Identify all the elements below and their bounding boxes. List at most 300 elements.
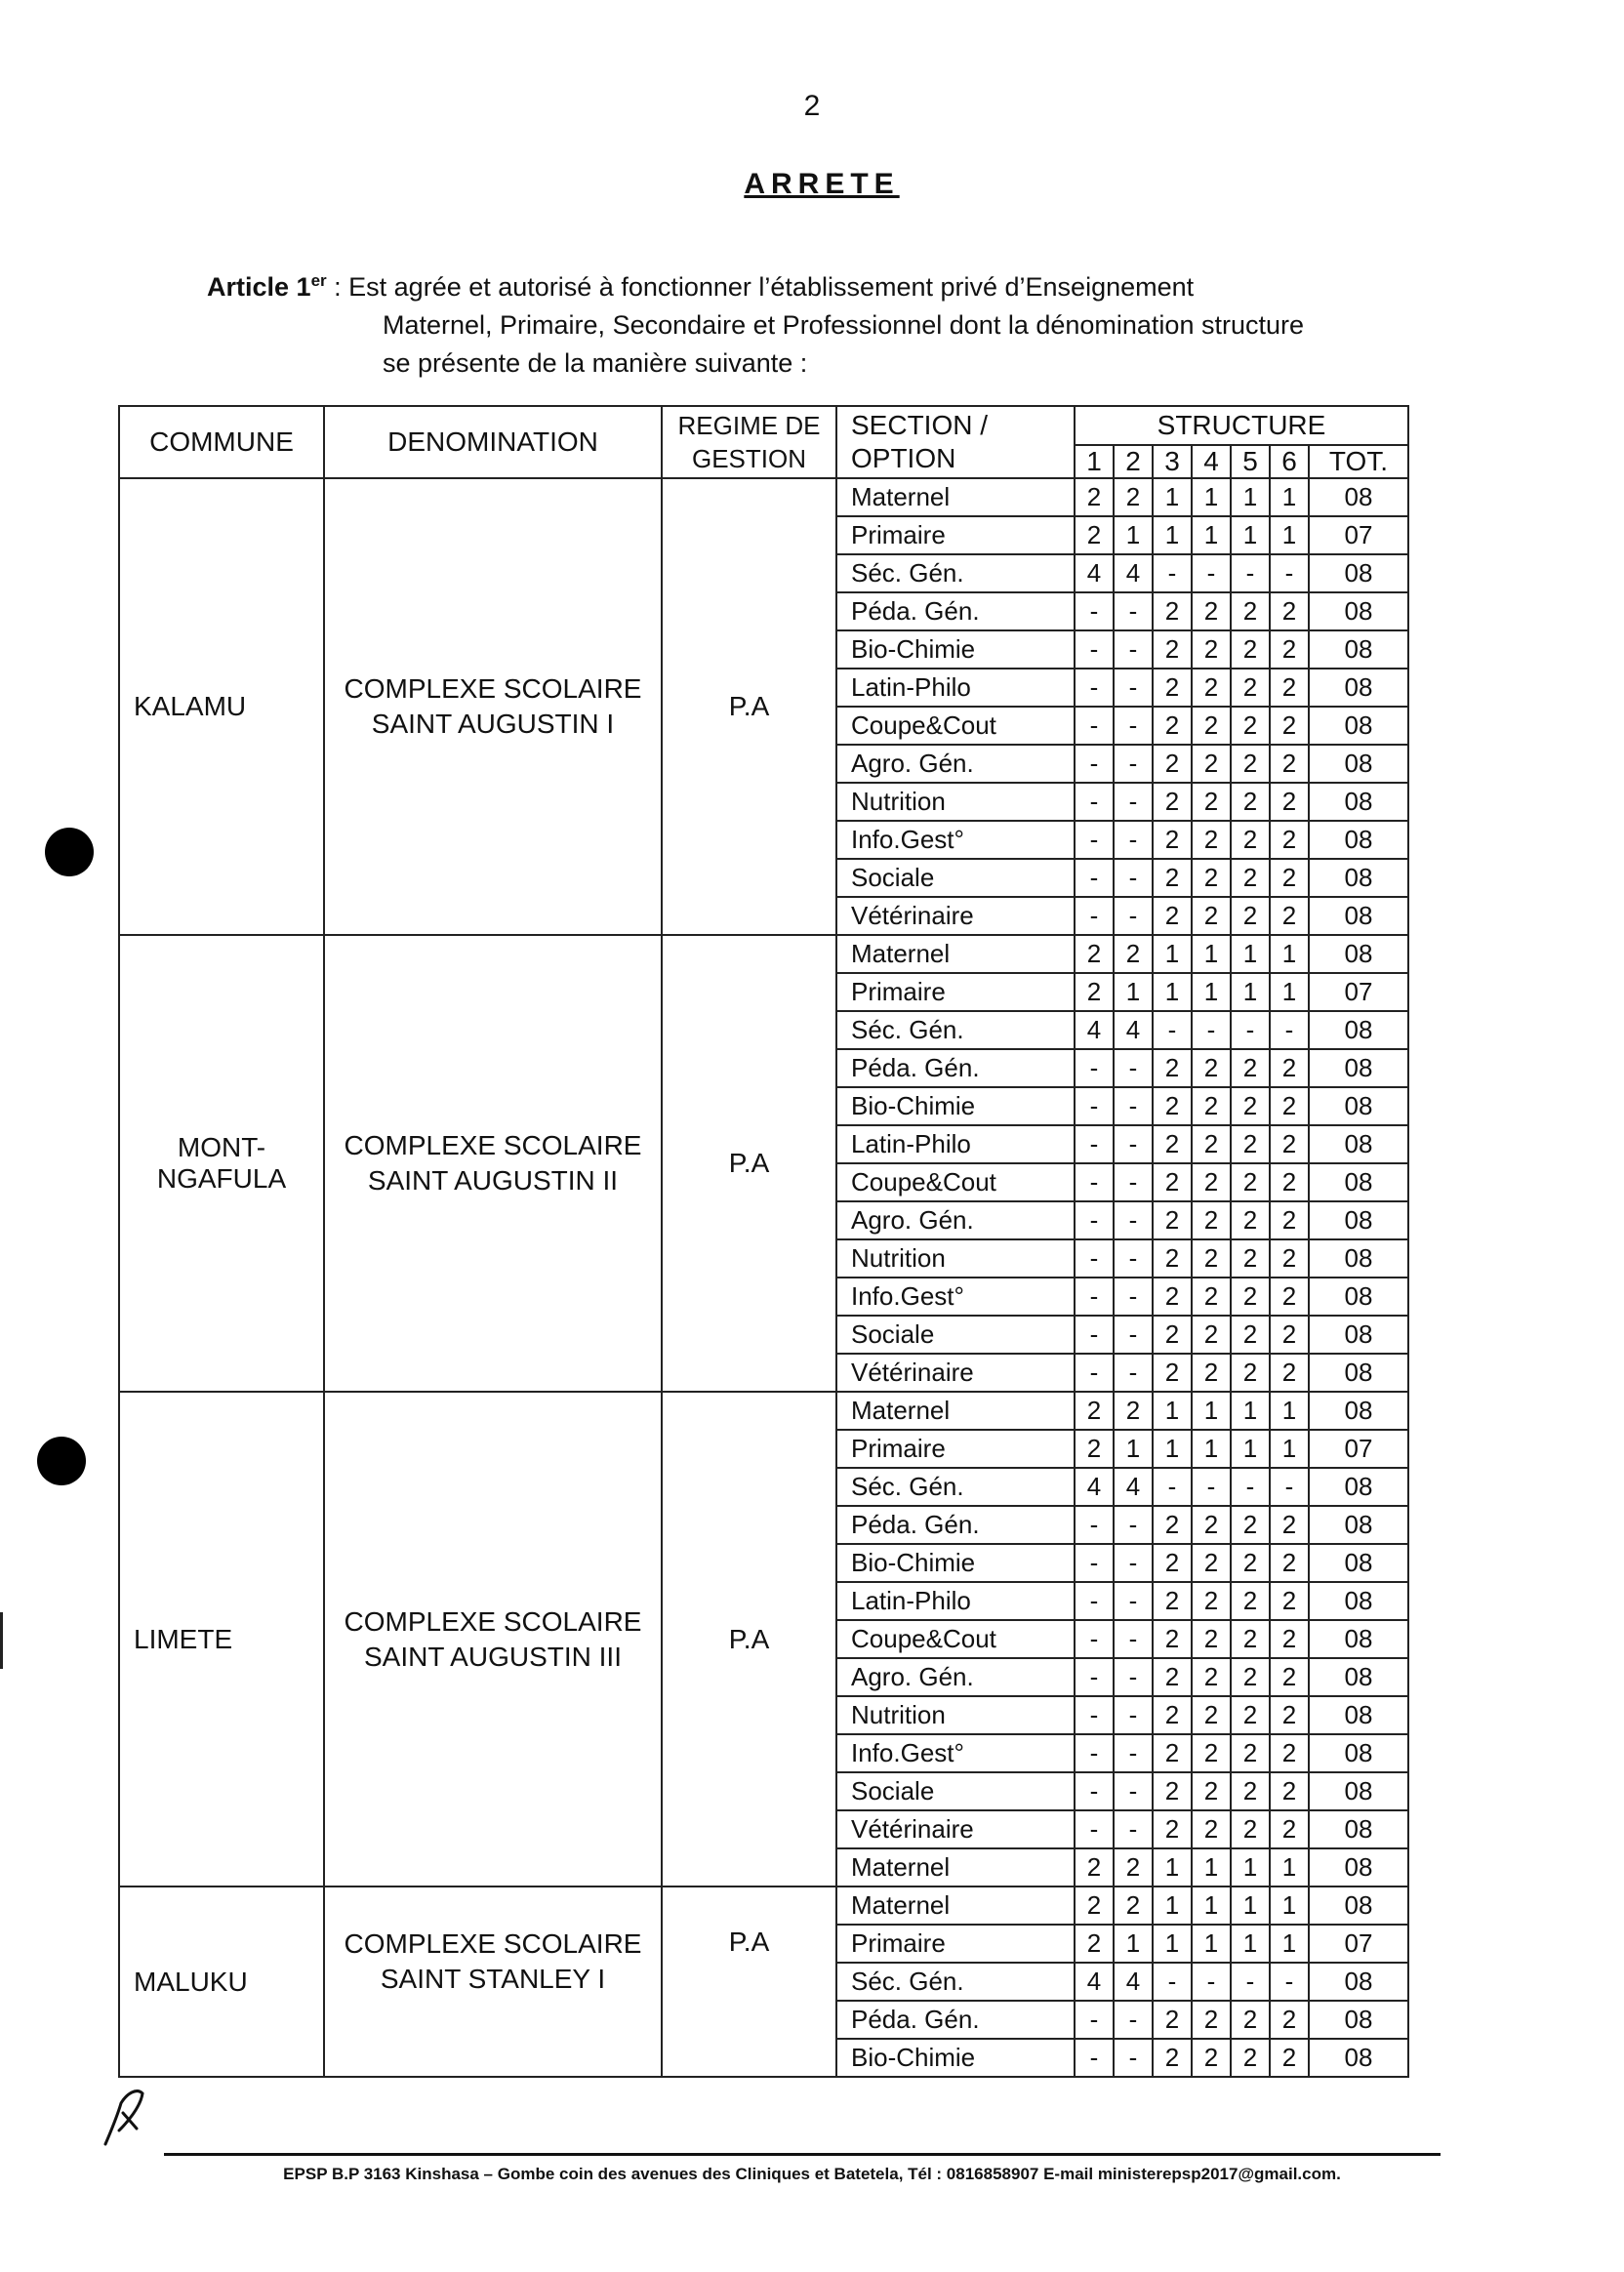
structure-value-cell: 1 — [1192, 478, 1231, 516]
structure-value-cell: 1 — [1231, 1925, 1270, 1963]
structure-value-cell: 1 — [1231, 1392, 1270, 1430]
option-cell: Latin-Philo — [836, 1582, 1075, 1620]
structure-value-cell: 2 — [1153, 1772, 1192, 1810]
structure-value-cell: 2 — [1192, 783, 1231, 821]
structure-value-cell: - — [1231, 554, 1270, 592]
structure-value-cell: - — [1075, 783, 1114, 821]
structure-value-cell: 2 — [1231, 669, 1270, 707]
option-cell: Primaire — [836, 1430, 1075, 1468]
structure-value-cell: 2 — [1270, 1620, 1309, 1658]
structure-value-cell: - — [1075, 1163, 1114, 1201]
total-cell: 08 — [1309, 1316, 1408, 1354]
structure-value-cell: 2 — [1114, 1848, 1153, 1887]
structure-value-cell: 2 — [1192, 1316, 1231, 1354]
option-cell: Info.Gest° — [836, 1278, 1075, 1316]
structure-value-cell: 2 — [1153, 745, 1192, 783]
structure-value-cell: - — [1192, 1963, 1231, 2001]
total-cell: 08 — [1309, 1011, 1408, 1049]
total-cell: 08 — [1309, 1087, 1408, 1125]
structure-value-cell: - — [1075, 1696, 1114, 1734]
structure-value-cell: 2 — [1231, 1278, 1270, 1316]
signature-mark — [98, 2074, 166, 2152]
option-cell: Coupe&Cout — [836, 707, 1075, 745]
structure-value-cell: 2 — [1192, 630, 1231, 669]
total-cell: 08 — [1309, 859, 1408, 897]
structure-value-cell: - — [1075, 630, 1114, 669]
structure-value-cell: 2 — [1231, 1087, 1270, 1125]
structure-value-cell: 2 — [1153, 1316, 1192, 1354]
total-cell: 08 — [1309, 783, 1408, 821]
structure-value-cell: 4 — [1114, 1468, 1153, 1506]
structure-value-cell: - — [1231, 1963, 1270, 2001]
structure-value-cell: 2 — [1270, 1658, 1309, 1696]
structure-value-cell: 2 — [1270, 1582, 1309, 1620]
structure-value-cell: 2 — [1153, 669, 1192, 707]
structure-value-cell: 2 — [1114, 935, 1153, 973]
structure-value-cell: - — [1114, 821, 1153, 859]
structure-value-cell: 2 — [1192, 1658, 1231, 1696]
structure-value-cell: - — [1075, 821, 1114, 859]
total-cell: 08 — [1309, 821, 1408, 859]
structure-value-cell: 1 — [1270, 1392, 1309, 1430]
structure-value-cell: 1 — [1231, 1848, 1270, 1887]
regime-cell: P.A — [662, 1887, 836, 2077]
heading-arrete: ARRETE — [744, 168, 900, 200]
table-body — [119, 478, 1408, 2077]
structure-value-cell: 1 — [1192, 1848, 1231, 1887]
structure-value-cell: 2 — [1153, 897, 1192, 935]
structure-value-cell: - — [1075, 1810, 1114, 1848]
structure-value-cell: - — [1075, 1582, 1114, 1620]
structure-value-cell: 4 — [1114, 554, 1153, 592]
structure-value-cell: 2 — [1114, 1887, 1153, 1925]
structure-value-cell: 2 — [1270, 669, 1309, 707]
structure-value-cell: - — [1114, 897, 1153, 935]
structure-value-cell: 2 — [1231, 1506, 1270, 1544]
structure-value-cell: - — [1114, 859, 1153, 897]
structure-value-cell: 1 — [1270, 1848, 1309, 1887]
structure-value-cell: 2 — [1192, 897, 1231, 935]
structure-value-cell: - — [1075, 859, 1114, 897]
header-section-l1: SECTION / — [851, 410, 989, 440]
option-cell: Agro. Gén. — [836, 745, 1075, 783]
structure-value-cell: 2 — [1231, 2001, 1270, 2039]
structure-value-cell: 2 — [1231, 1620, 1270, 1658]
header-col-6: 6 — [1270, 445, 1309, 478]
structure-value-cell: 2 — [1231, 1125, 1270, 1163]
commune-cell — [119, 935, 324, 1392]
structure-value-cell: - — [1231, 1468, 1270, 1506]
option-cell: Bio-Chimie — [836, 1544, 1075, 1582]
commune-cell — [119, 1392, 324, 1887]
structure-value-cell: 1 — [1114, 516, 1153, 554]
structure-value-cell: - — [1075, 1772, 1114, 1810]
structure-value-cell: 2 — [1270, 1278, 1309, 1316]
denomination-line: COMPLEXE SCOLAIRE — [344, 1130, 642, 1160]
header-col-1: 1 — [1075, 445, 1114, 478]
structure-value-cell: 2 — [1270, 1810, 1309, 1848]
structure-value-cell: 2 — [1270, 1772, 1309, 1810]
commune-name-line: NGAFULA — [156, 1163, 287, 1194]
structure-value-cell: - — [1192, 1011, 1231, 1049]
regime-cell: P.A — [662, 1392, 836, 1887]
structure-value-cell: 2 — [1270, 897, 1309, 935]
structure-value-cell: 2 — [1192, 1582, 1231, 1620]
total-cell: 08 — [1309, 1582, 1408, 1620]
structure-value-cell: 2 — [1153, 1582, 1192, 1620]
structure-value-cell: 2 — [1192, 2001, 1231, 2039]
structure-value-cell: 2 — [1270, 1163, 1309, 1201]
denomination-line: COMPLEXE SCOLAIRE — [344, 1928, 642, 1959]
page-number: 2 — [803, 90, 821, 122]
structure-value-cell: 2 — [1192, 1239, 1231, 1278]
structure-value-cell: 4 — [1114, 1963, 1153, 2001]
structure-value-cell: 2 — [1270, 859, 1309, 897]
structure-value-cell: 2 — [1153, 630, 1192, 669]
structure-value-cell: 2 — [1192, 2039, 1231, 2077]
option-cell: Séc. Gén. — [836, 554, 1075, 592]
option-cell: Péda. Gén. — [836, 1049, 1075, 1087]
header-section — [836, 406, 1075, 478]
denomination-line: SAINT AUGUSTIN III — [364, 1641, 622, 1672]
structure-value-cell: 2 — [1270, 1125, 1309, 1163]
structure-value-cell: 2 — [1270, 1201, 1309, 1239]
structure-value-cell: 2 — [1231, 1544, 1270, 1582]
structure-value-cell: 2 — [1192, 1278, 1231, 1316]
article-sep: : — [326, 272, 349, 302]
structure-value-cell: 4 — [1075, 1468, 1114, 1506]
structure-value-cell: 2 — [1231, 1582, 1270, 1620]
structure-value-cell: 2 — [1231, 592, 1270, 630]
structure-value-cell: 1 — [1231, 1430, 1270, 1468]
structure-value-cell: 1 — [1192, 973, 1231, 1011]
structure-value-cell: - — [1075, 1239, 1114, 1278]
structure-value-cell: 2 — [1153, 1239, 1192, 1278]
total-cell: 08 — [1309, 1049, 1408, 1087]
structure-value-cell: - — [1114, 1658, 1153, 1696]
structure-value-cell: 2 — [1153, 1506, 1192, 1544]
option-cell: Sociale — [836, 1772, 1075, 1810]
structure-value-cell: 1 — [1153, 1848, 1192, 1887]
structure-value-cell: - — [1114, 1049, 1153, 1087]
article-text-3: se présente de la manière suivante : — [383, 348, 808, 378]
option-cell: Info.Gest° — [836, 1734, 1075, 1772]
structure-value-cell: 1 — [1270, 478, 1309, 516]
option-cell: Séc. Gén. — [836, 1468, 1075, 1506]
article-text-1: Est agrée et autorisé à fonctionner l’établissement privé d’Enseignement — [348, 272, 1195, 302]
article-line-1 — [207, 262, 1476, 306]
structure-value-cell: 1 — [1270, 1925, 1309, 1963]
denomination-line: COMPLEXE SCOLAIRE — [344, 673, 642, 704]
structure-value-cell: - — [1114, 1125, 1153, 1163]
table-row — [119, 935, 1408, 973]
total-cell: 08 — [1309, 1163, 1408, 1201]
structure-value-cell: 2 — [1192, 859, 1231, 897]
structure-value-cell: 1 — [1231, 935, 1270, 973]
structure-value-cell: 2 — [1153, 821, 1192, 859]
commune-name: MALUKU — [134, 1966, 248, 1997]
structure-value-cell: 2 — [1153, 1544, 1192, 1582]
structure-value-cell: 1 — [1270, 973, 1309, 1011]
structure-value-cell: 2 — [1192, 1201, 1231, 1239]
structure-value-cell: - — [1270, 1468, 1309, 1506]
structure-value-cell: 4 — [1075, 1011, 1114, 1049]
total-cell: 07 — [1309, 973, 1408, 1011]
total-cell: 08 — [1309, 935, 1408, 973]
structure-value-cell: - — [1114, 707, 1153, 745]
structure-value-cell: 2 — [1270, 592, 1309, 630]
structure-value-cell: 2 — [1153, 2001, 1192, 2039]
commune-cell — [119, 1887, 324, 2077]
option-cell: Info.Gest° — [836, 821, 1075, 859]
denomination-line: SAINT STANLEY I — [380, 1964, 606, 1994]
structure-value-cell: 2 — [1192, 821, 1231, 859]
structure-value-cell: 2 — [1270, 1239, 1309, 1278]
total-cell: 08 — [1309, 1848, 1408, 1887]
option-cell: Nutrition — [836, 1696, 1075, 1734]
structure-value-cell: 2 — [1270, 707, 1309, 745]
structure-value-cell: 1 — [1231, 516, 1270, 554]
header-col-4: 4 — [1192, 445, 1231, 478]
structure-value-cell: - — [1192, 554, 1231, 592]
structure-value-cell: 2 — [1153, 1201, 1192, 1239]
structure-table — [118, 405, 1409, 2078]
commune-name-line: MONT- — [177, 1132, 266, 1162]
structure-value-cell: 1 — [1231, 478, 1270, 516]
structure-value-cell: 1 — [1192, 1392, 1231, 1430]
total-cell: 08 — [1309, 1810, 1408, 1848]
structure-value-cell: 1 — [1153, 1887, 1192, 1925]
option-cell: Primaire — [836, 973, 1075, 1011]
structure-value-cell: - — [1114, 1810, 1153, 1848]
structure-value-cell: 1 — [1270, 1887, 1309, 1925]
structure-value-cell: - — [1075, 2001, 1114, 2039]
total-cell: 08 — [1309, 554, 1408, 592]
structure-value-cell: 1 — [1153, 478, 1192, 516]
option-cell: Maternel — [836, 478, 1075, 516]
structure-value-cell: 2 — [1153, 1734, 1192, 1772]
structure-value-cell: 2 — [1270, 1734, 1309, 1772]
structure-value-cell: 2 — [1075, 516, 1114, 554]
structure-value-cell: 1 — [1192, 1887, 1231, 1925]
structure-value-cell: - — [1114, 745, 1153, 783]
structure-value-cell: 2 — [1231, 1734, 1270, 1772]
structure-value-cell: - — [1075, 1049, 1114, 1087]
structure-value-cell: 2 — [1114, 1392, 1153, 1430]
structure-value-cell: 2 — [1114, 478, 1153, 516]
structure-value-cell: 1 — [1153, 1392, 1192, 1430]
structure-value-cell: 2 — [1192, 1696, 1231, 1734]
structure-value-cell: 1 — [1231, 973, 1270, 1011]
total-cell: 07 — [1309, 516, 1408, 554]
structure-value-cell: - — [1114, 592, 1153, 630]
structure-value-cell: - — [1153, 554, 1192, 592]
table-row — [119, 1887, 1408, 1925]
structure-value-cell: 2 — [1075, 1925, 1114, 1963]
structure-value-cell: 2 — [1153, 859, 1192, 897]
option-cell: Sociale — [836, 1316, 1075, 1354]
structure-value-cell: 2 — [1270, 1506, 1309, 1544]
structure-value-cell: 2 — [1231, 745, 1270, 783]
header-structure: STRUCTURE — [1075, 406, 1408, 445]
punch-hole-bottom — [37, 1437, 86, 1485]
header-col-2: 2 — [1114, 445, 1153, 478]
header-denomination: DENOMINATION — [324, 406, 662, 478]
option-cell: Séc. Gén. — [836, 1963, 1075, 2001]
table-row — [119, 478, 1408, 516]
structure-value-cell: 2 — [1075, 1887, 1114, 1925]
structure-value-cell: 2 — [1153, 1087, 1192, 1125]
structure-value-cell: 2 — [1192, 745, 1231, 783]
total-cell: 08 — [1309, 2039, 1408, 2077]
structure-value-cell: - — [1075, 1658, 1114, 1696]
structure-value-cell: 2 — [1153, 2039, 1192, 2077]
structure-value-cell: 2 — [1231, 783, 1270, 821]
structure-value-cell: 2 — [1192, 1506, 1231, 1544]
structure-value-cell: - — [1075, 1734, 1114, 1772]
total-cell: 08 — [1309, 707, 1408, 745]
structure-value-cell: 2 — [1153, 1620, 1192, 1658]
structure-value-cell: 2 — [1153, 707, 1192, 745]
option-cell: Vétérinaire — [836, 1810, 1075, 1848]
structure-value-cell: 2 — [1270, 1354, 1309, 1392]
structure-value-cell: - — [1153, 1011, 1192, 1049]
structure-value-cell: 4 — [1075, 1963, 1114, 2001]
structure-value-cell: - — [1075, 669, 1114, 707]
structure-value-cell: 2 — [1075, 973, 1114, 1011]
denomination-cell — [324, 1392, 662, 1887]
denomination-cell — [324, 1887, 662, 2077]
structure-value-cell: 2 — [1192, 1354, 1231, 1392]
option-cell: Bio-Chimie — [836, 630, 1075, 669]
structure-value-cell: - — [1075, 1125, 1114, 1163]
structure-value-cell: 2 — [1075, 1430, 1114, 1468]
structure-value-cell: 1 — [1153, 1430, 1192, 1468]
structure-value-cell: 2 — [1270, 630, 1309, 669]
structure-value-cell: 2 — [1153, 1810, 1192, 1848]
option-cell: Séc. Gén. — [836, 1011, 1075, 1049]
article-label-sup: er — [310, 271, 327, 290]
structure-value-cell: 2 — [1153, 1049, 1192, 1087]
structure-value-cell: 2 — [1192, 1620, 1231, 1658]
structure-value-cell: - — [1114, 2001, 1153, 2039]
structure-value-cell: - — [1075, 745, 1114, 783]
structure-value-cell: 2 — [1231, 897, 1270, 935]
structure-value-cell: 2 — [1231, 707, 1270, 745]
denomination-cell — [324, 935, 662, 1392]
structure-value-cell: 2 — [1270, 2001, 1309, 2039]
structure-value-cell: 2 — [1192, 1544, 1231, 1582]
option-cell: Nutrition — [836, 783, 1075, 821]
structure-value-cell: 1 — [1270, 516, 1309, 554]
total-cell: 08 — [1309, 1963, 1408, 2001]
structure-value-cell: - — [1192, 1468, 1231, 1506]
total-cell: 08 — [1309, 745, 1408, 783]
total-cell: 08 — [1309, 1734, 1408, 1772]
total-cell: 08 — [1309, 669, 1408, 707]
structure-value-cell: - — [1231, 1011, 1270, 1049]
option-cell: Maternel — [836, 1848, 1075, 1887]
structure-value-cell: - — [1114, 1163, 1153, 1201]
structure-value-cell: - — [1114, 1734, 1153, 1772]
header-col-3: 3 — [1153, 445, 1192, 478]
structure-value-cell: - — [1075, 1544, 1114, 1582]
total-cell: 08 — [1309, 1658, 1408, 1696]
structure-value-cell: 2 — [1192, 669, 1231, 707]
structure-value-cell: 2 — [1153, 1658, 1192, 1696]
structure-value-cell: 2 — [1270, 1087, 1309, 1125]
structure-value-cell: 2 — [1075, 935, 1114, 973]
structure-value-cell: 1 — [1192, 935, 1231, 973]
option-cell: Coupe&Cout — [836, 1620, 1075, 1658]
total-cell: 08 — [1309, 1201, 1408, 1239]
structure-value-cell: 2 — [1231, 1810, 1270, 1848]
structure-value-cell: 2 — [1153, 783, 1192, 821]
structure-value-cell: 2 — [1153, 1354, 1192, 1392]
structure-value-cell: 1 — [1192, 1430, 1231, 1468]
structure-value-cell: 2 — [1231, 1316, 1270, 1354]
total-cell: 08 — [1309, 1772, 1408, 1810]
structure-value-cell: 1 — [1270, 935, 1309, 973]
structure-value-cell: - — [1114, 1316, 1153, 1354]
option-cell: Péda. Gén. — [836, 592, 1075, 630]
structure-value-cell: 2 — [1153, 1696, 1192, 1734]
structure-value-cell: 2 — [1075, 1392, 1114, 1430]
structure-value-cell: 2 — [1231, 1658, 1270, 1696]
option-cell: Bio-Chimie — [836, 2039, 1075, 2077]
option-cell: Péda. Gén. — [836, 1506, 1075, 1544]
structure-value-cell: 1 — [1192, 516, 1231, 554]
structure-value-cell: - — [1075, 897, 1114, 935]
structure-value-cell: 2 — [1192, 1810, 1231, 1848]
structure-value-cell: 2 — [1192, 1734, 1231, 1772]
total-cell: 08 — [1309, 1887, 1408, 1925]
option-cell: Agro. Gén. — [836, 1658, 1075, 1696]
structure-value-cell: - — [1075, 2039, 1114, 2077]
denomination-cell — [324, 478, 662, 935]
option-cell: Maternel — [836, 935, 1075, 973]
structure-value-cell: - — [1114, 1582, 1153, 1620]
option-cell: Agro. Gén. — [836, 1201, 1075, 1239]
structure-value-cell: 1 — [1114, 1925, 1153, 1963]
structure-value-cell: 2 — [1231, 1696, 1270, 1734]
structure-value-cell: 2 — [1231, 821, 1270, 859]
structure-value-cell: - — [1075, 1201, 1114, 1239]
structure-value-cell: - — [1114, 1772, 1153, 1810]
structure-value-cell: 2 — [1192, 1163, 1231, 1201]
article-label: Article 1 — [207, 272, 311, 302]
punch-hole-top — [45, 828, 94, 876]
structure-value-cell: - — [1075, 1316, 1114, 1354]
option-cell: Primaire — [836, 1925, 1075, 1963]
total-cell: 08 — [1309, 1620, 1408, 1658]
structure-value-cell: - — [1114, 1201, 1153, 1239]
structure-value-cell: 2 — [1231, 630, 1270, 669]
structure-value-cell: 2 — [1153, 1163, 1192, 1201]
total-cell: 08 — [1309, 1696, 1408, 1734]
table-row — [119, 1392, 1408, 1430]
option-cell: Vétérinaire — [836, 897, 1075, 935]
structure-value-cell: - — [1114, 1506, 1153, 1544]
structure-value-cell: 1 — [1114, 1430, 1153, 1468]
structure-value-cell: - — [1114, 1354, 1153, 1392]
total-cell: 08 — [1309, 1125, 1408, 1163]
structure-value-cell: 2 — [1192, 592, 1231, 630]
total-cell: 08 — [1309, 1354, 1408, 1392]
total-cell: 07 — [1309, 1925, 1408, 1963]
header-regime-l1: REGIME DE — [677, 411, 821, 440]
structure-value-cell: - — [1075, 1087, 1114, 1125]
